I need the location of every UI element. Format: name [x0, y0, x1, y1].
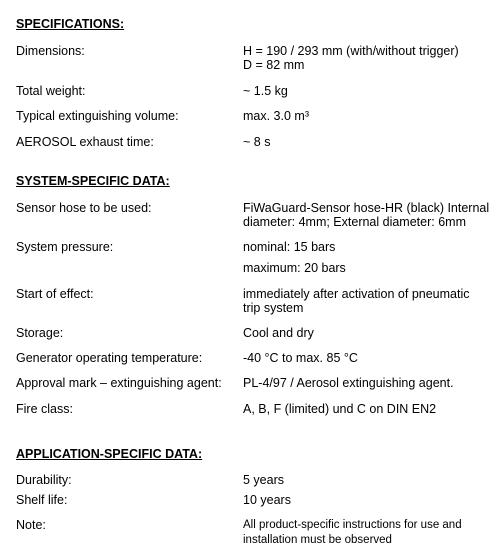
durability-label: Durability:: [16, 473, 72, 487]
total-weight-value: ~ 1.5 kg: [243, 84, 288, 98]
dimensions-value-line2: D = 82 mm: [243, 58, 305, 72]
extinguishing-volume-label: Typical extinguishing volume:: [16, 109, 179, 123]
fire-class-label: Fire class:: [16, 402, 73, 416]
approval-mark-label: Approval mark – extinguishing agent:: [16, 376, 222, 390]
note-label: Note:: [16, 518, 46, 532]
operating-temperature-value: -40 °C to max. 85 °C: [243, 351, 358, 365]
note-value-line1: All product-specific instructions for use and: [243, 519, 462, 531]
dimensions-value-line1: H = 190 / 293 mm (with/without trigger): [243, 44, 459, 58]
application-specific-heading: APPLICATION-SPECIFIC DATA:: [16, 447, 203, 461]
system-pressure-label: System pressure:: [16, 240, 114, 254]
dimensions-label: Dimensions:: [16, 44, 85, 58]
system-pressure-maximum: maximum: 20 bars: [243, 261, 346, 275]
approval-mark-value: PL-4/97 / Aerosol extinguishing agent.: [243, 376, 454, 390]
sensor-hose-value-line1: FiWaGuard-Sensor hose-HR (black) Internal: [243, 201, 490, 215]
shelf-life-value: 10 years: [243, 493, 291, 507]
shelf-life-label: Shelf life:: [16, 493, 68, 507]
exhaust-time-value: ~ 8 s: [243, 135, 271, 149]
start-of-effect-value-line2: trip system: [243, 301, 304, 315]
system-pressure-nominal: nominal: 15 bars: [243, 240, 336, 254]
fire-class-value: A, B, F (limited) und C on DIN EN2: [243, 402, 437, 416]
start-of-effect-value-line1: immediately after activation of pneumatic: [243, 287, 470, 301]
sensor-hose-value-line2: diameter: 4mm; External diameter: 6mm: [243, 215, 466, 229]
start-of-effect-label: Start of effect:: [16, 287, 94, 301]
operating-temperature-label: Generator operating temperature:: [16, 351, 203, 365]
extinguishing-volume-value: max. 3.0 m³: [243, 109, 309, 123]
sensor-hose-label: Sensor hose to be used:: [16, 201, 152, 215]
total-weight-label: Total weight:: [16, 84, 86, 98]
exhaust-time-label: AEROSOL exhaust time:: [16, 135, 154, 149]
system-specific-heading: SYSTEM-SPECIFIC DATA:: [16, 174, 170, 188]
storage-label: Storage:: [16, 326, 64, 340]
storage-value: Cool and dry: [243, 326, 314, 340]
specifications-heading: SPECIFICATIONS:: [16, 17, 125, 31]
note-value-line2: installation must be observed: [243, 534, 392, 546]
durability-value: 5 years: [243, 473, 284, 487]
